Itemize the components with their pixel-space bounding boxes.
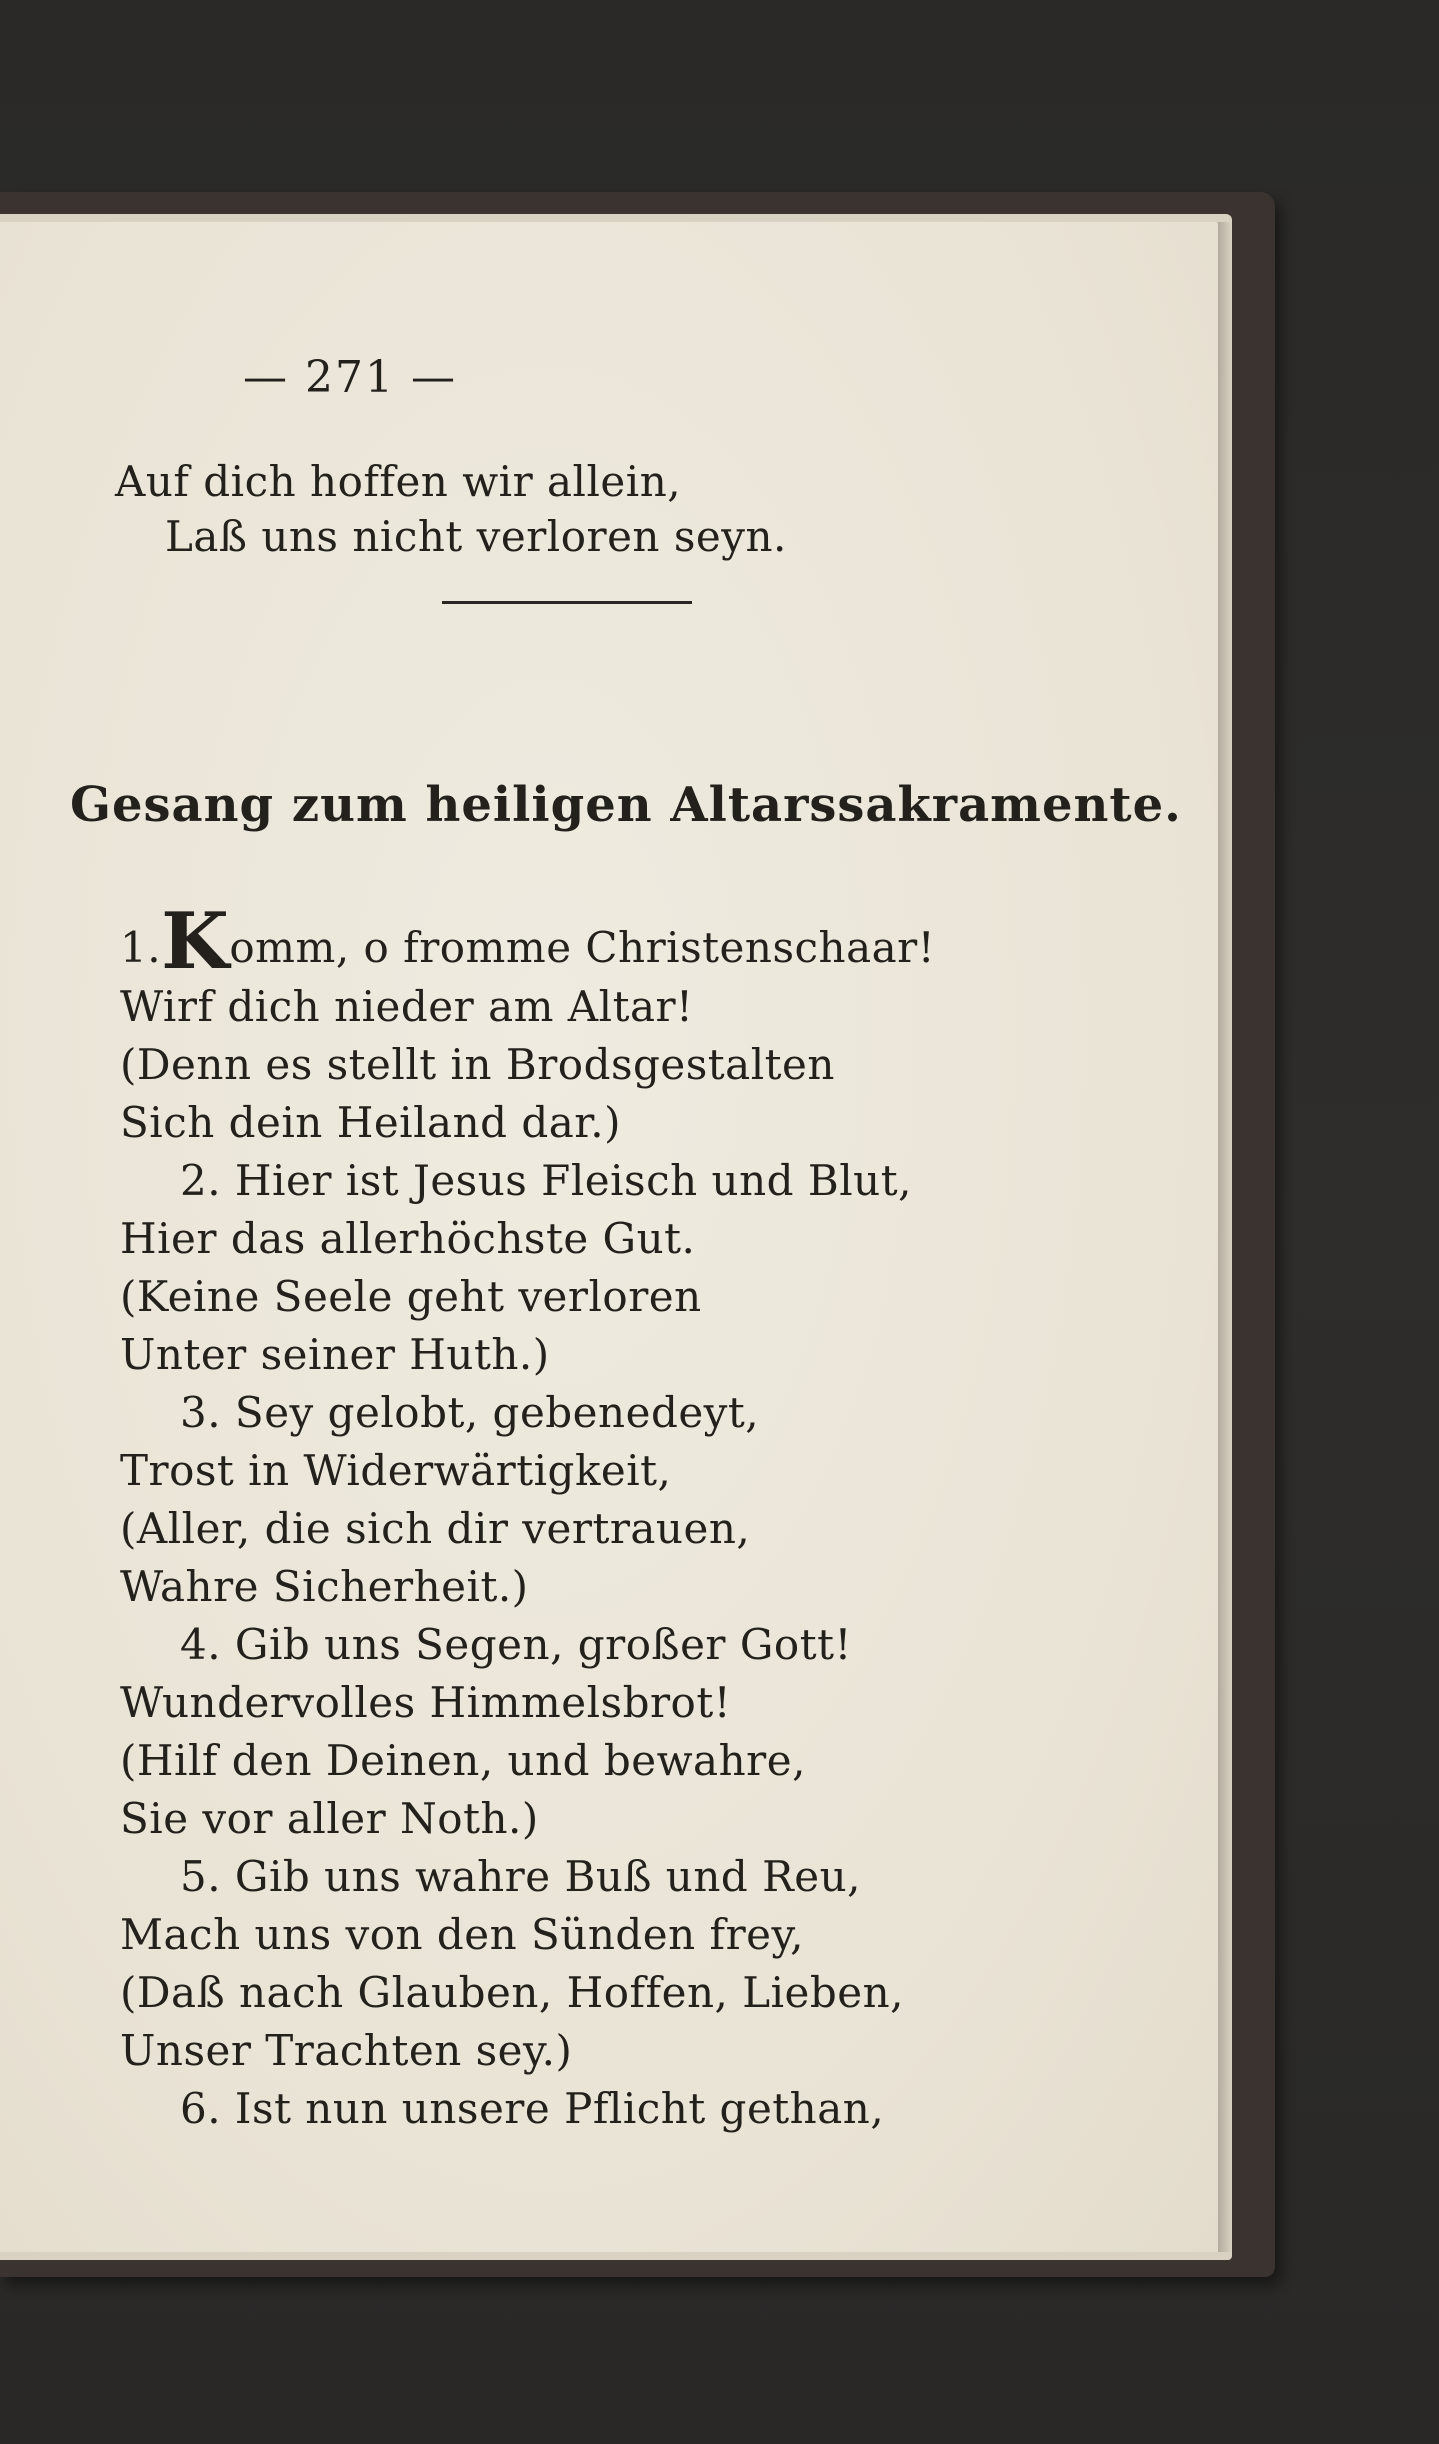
stanza-2-line-3: (Keine Seele geht verloren: [120, 1272, 702, 1321]
stanza-4-line-2: Wundervolles Himmelsbrot!: [120, 1678, 732, 1727]
stanza-5-line-4: Unser Trachten sey.): [120, 2026, 573, 2075]
stanza-3-line-4: Wahre Sicherheit.): [120, 1562, 529, 1611]
stanza-1-line-2: Wirf dich nieder am Altar!: [120, 982, 694, 1031]
stanza-4-line-4: Sie vor aller Noth.): [120, 1794, 539, 1843]
stanza-3-line-1: 3. Sey gelobt, gebenedeyt,: [180, 1388, 760, 1437]
stanza-2-line-1: 2. Hier ist Jesus Fleisch und Blut,: [180, 1156, 912, 1205]
stanza-5-line-1: 5. Gib uns wahre Buß und Reu,: [180, 1852, 862, 1901]
hymn-title: Gesang zum heiligen Altarssakramente.: [70, 777, 1182, 833]
stanza-6-line-1: 6. Ist nun unsere Pflicht gethan,: [180, 2084, 885, 2133]
stanza-1-line-3: (Denn es stellt in Brodsgestalten: [120, 1040, 835, 1089]
page-number: — 271 —: [243, 352, 457, 403]
stanza-2-line-2: Hier das allerhöchste Gut.: [120, 1214, 696, 1263]
drop-initial: K: [161, 896, 230, 987]
stanza-5-line-3: (Daß nach Glauben, Hoffen, Lieben,: [120, 1968, 905, 2017]
book-page: [0, 222, 1218, 2252]
bleed-through-texture: [560, 422, 1120, 1782]
stanza-1-line-4: Sich dein Heiland dar.): [120, 1098, 622, 1147]
stanza-1-first-rest: omm, o fromme Christenschaar!: [229, 923, 936, 972]
stanza-4-line-3: (Hilf den Deinen, und bewahre,: [120, 1736, 806, 1785]
stanza-5-line-2: Mach uns von den Sünden frey,: [120, 1910, 805, 1959]
stanza-1-line-1: [120, 896, 936, 987]
stanza-1-number: 1.: [120, 923, 162, 972]
top-verse-line-1: Auf dich hoffen wir allein,: [115, 457, 682, 506]
stanza-2-line-4: Unter seiner Huth.): [120, 1330, 550, 1379]
section-divider: [442, 601, 692, 604]
stanza-3-line-2: Trost in Widerwärtigkeit,: [120, 1446, 672, 1495]
stanza-4-line-1: 4. Gib uns Segen, großer Gott!: [180, 1620, 852, 1669]
stanza-3-line-3: (Aller, die sich dir vertrauen,: [120, 1504, 751, 1553]
page-gutter-shadow: [1218, 222, 1232, 2252]
top-verse-line-2: Laß uns nicht verloren seyn.: [165, 512, 787, 561]
